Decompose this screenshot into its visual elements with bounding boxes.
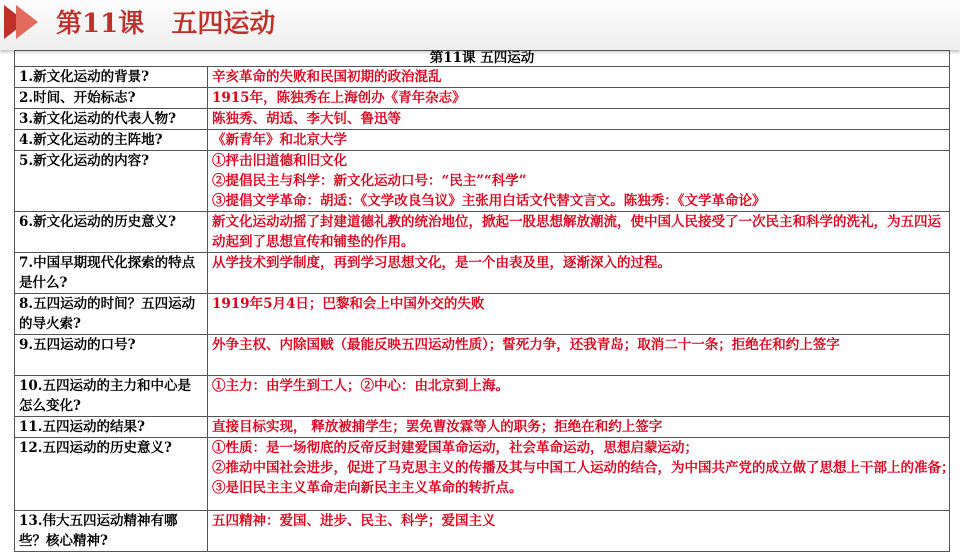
answer-cell — [208, 376, 950, 417]
table-row — [15, 130, 950, 151]
question-cell: 3.新文化运动的代表人物? — [15, 109, 208, 130]
answer-line: ②推动中国社会进步，促进了马克思主义的传播及其与中国工人运动的结合，为中国共产党的成立做了思想上干部上的准备； — [212, 460, 955, 476]
answer-line: ③提倡文学革命：胡适：《文学改良刍议》主张用白话文代替文言文。陈独秀：《文学革命论》 — [212, 193, 766, 209]
table-row — [15, 151, 950, 212]
answer-line: ①性质：是一场彻底的反帝反封建爱国革命运动，社会革命运动，思想启蒙运动； — [212, 440, 698, 456]
table-row — [15, 511, 950, 552]
lesson-number: 第11课 — [56, 9, 145, 39]
answer-cell — [208, 335, 950, 376]
lesson-topic: 五四运动 — [171, 9, 276, 39]
answer-line: 外争主权、内除国贼（最能反映五四运动性质）；誓死力争，还我青岛；取消二十一条；拒绝在和约上签字 — [212, 337, 840, 353]
answer-line: ③是旧民主主义革命走向新民主主义革命的转折点。 — [212, 480, 523, 496]
answer-line: ②提倡民主与科学：新文化运动口号：“民主”“科学” — [212, 173, 527, 189]
answer-cell — [208, 438, 955, 511]
question-cell: 7.中国早期现代化探索的特点是什么? — [15, 253, 208, 294]
table-row — [15, 438, 950, 511]
table-caption: 第11课 五四运动 — [15, 51, 950, 67]
table-row — [15, 88, 950, 109]
table-row — [15, 109, 950, 130]
review-table-container — [14, 50, 955, 549]
answer-line: 1915年，陈独秀在上海创办《青年杂志》 — [212, 90, 466, 106]
question-cell: 11.五四运动的结果? — [15, 417, 208, 438]
answer-line: 辛亥革命的失败和民国初期的政治混乱 — [212, 69, 442, 85]
slide-title — [56, 6, 275, 42]
table-row — [15, 253, 950, 294]
answer-line: 从学技术到学制度，再到学习思想文化，是一个由表及里，逐渐深入的过程。 — [212, 255, 671, 271]
table-row — [15, 335, 950, 376]
question-cell: 12.五四运动的历史意义? — [15, 438, 208, 511]
question-cell: 1.新文化运动的背景? — [15, 67, 208, 88]
table-caption-row — [15, 51, 950, 67]
answer-line: 1919年5月4日；巴黎和会上中国外交的失败 — [212, 296, 485, 312]
table-row — [15, 417, 950, 438]
question-cell: 13.伟大五四运动精神有哪些？核心精神? — [15, 511, 208, 552]
answer-cell — [208, 212, 950, 253]
chevron-arrow-icon-light — [16, 5, 38, 39]
answer-line: 五四精神：爱国、进步、民主、科学；爱国主义 — [212, 513, 496, 529]
answer-cell — [208, 511, 950, 552]
question-cell: 10.五四运动的主力和中心是怎么变化? — [15, 376, 208, 417]
question-cell: 8.五四运动的时间？五四运动的导火索? — [15, 294, 208, 335]
review-table — [14, 50, 955, 552]
answer-cell — [208, 67, 950, 88]
answer-cell — [208, 253, 950, 294]
question-cell: 5.新文化运动的内容? — [15, 151, 208, 212]
answer-line: ①主力：由学生到工人；②中心：由北京到上海。 — [212, 378, 509, 394]
question-cell: 9.五四运动的口号? — [15, 335, 208, 376]
table-row — [15, 212, 950, 253]
answer-line: 新文化运动动摇了封建道德礼教的统治地位，掀起一股思想解放潮流，使中国人民接受了一次民主和科学的洗礼，为五四运动起到了思想宣传和铺垫的作用。 — [212, 214, 941, 250]
question-cell: 4.新文化运动的主阵地? — [15, 130, 208, 151]
answer-cell — [208, 130, 950, 151]
answer-cell — [208, 294, 950, 335]
question-cell: 6.新文化运动的历史意义? — [15, 212, 208, 253]
table-row — [15, 294, 950, 335]
answer-cell — [208, 151, 950, 212]
answer-cell — [208, 109, 950, 130]
answer-cell — [208, 88, 950, 109]
answer-line: 直接目标实现， 释放被捕学生；罢免曹汝霖等人的职务；拒绝在和约上签字 — [212, 419, 663, 435]
table-row — [15, 376, 950, 417]
answer-cell — [208, 417, 950, 438]
answer-line: 陈独秀、胡适、李大钊、鲁迅等 — [212, 111, 401, 127]
question-cell: 2.时间、开始标志? — [15, 88, 208, 109]
answer-line: ①抨击旧道德和旧文化 — [212, 153, 347, 169]
table-row — [15, 67, 950, 88]
slide-header — [0, 0, 960, 50]
answer-line: 《新青年》和北京大学 — [212, 132, 347, 148]
